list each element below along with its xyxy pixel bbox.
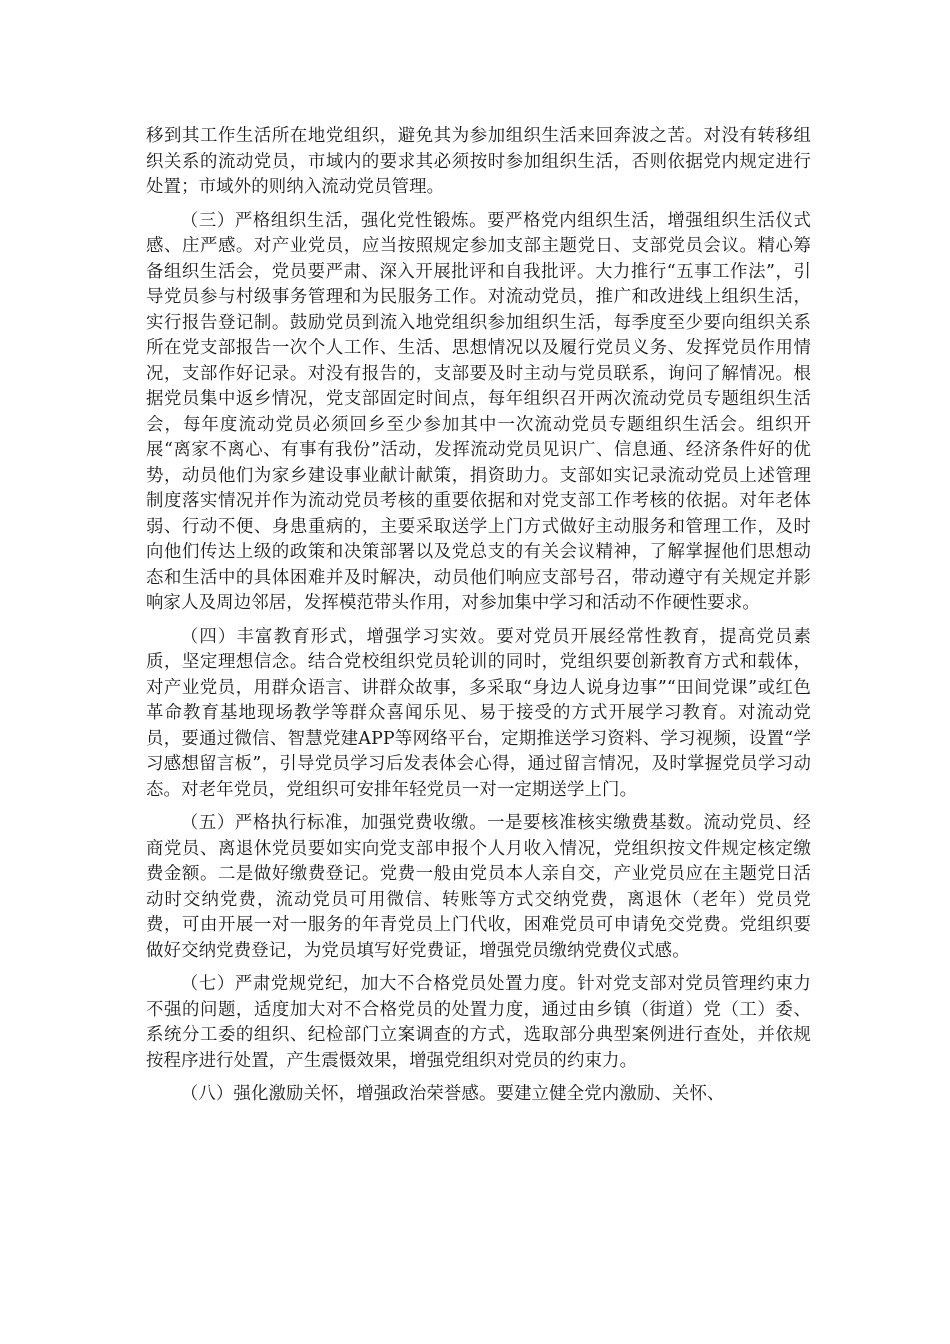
paragraph-section-4: （四）丰富教育形式，增强学习实效。要对党员开展经常性教育，提高党员素质，坚定理想信念。结合党校组织党员轮训的同时，党组织要创新教育方式和载体，对产业党员，用群众语言、讲群众故事，多采取“身边人说身边事”“田间党课”或红色革命教育基地现场教学等群众喜闻乐见、易于接受的方式开展学习教育。对流动党员，要通过微信、智慧党建APP等网络平台，定期推送学习资料、学习视频，设置“学习感想留言板”，引导党员学习后发表体会心得，通过留言情况，及时掌握党员学习动态。对老年党员，党组织可安排年轻党员一对一定期送学上门。	[146, 626, 811, 800]
document-page	[146, 124, 811, 1116]
paragraph-section-5: （五）严格执行标准，加强党费收缴。一是要核准核实缴费基数。流动党员、经商党员、离退休党员要如实向党支部申报个人月收入情况，党组织按文件规定核定缴费金额。二是做好缴费登记。党费一般由党员本人亲自交，产业党员应在主题党日活动时交纳党费，流动党员可用微信、转账等方式交纳党费，离退休（老年）党员党费，可由开展一对一服务的年青党员上门代收，困难党员可申请免交党费。党组织要做好交纳党费登记，为党员填写好党费证，增强党员缴纳党费仪式感。	[146, 813, 811, 961]
paragraph-section-7: （七）严肃党规党纪，加大不合格党员处置力度。针对党支部对党员管理约束力不强的问题，适度加大对不合格党员的处置力度，通过由乡镇（街道）党（工）委、系统分工委的组织、纪检部门立案调查的方式，选取部分典型案例进行查处，并依规按程序进行处置，产生震慑效果，增强党组织对党员的约束力。	[146, 974, 811, 1071]
paragraph-section-8: （八）强化激励关怀，增强政治荣誉感。要建立健全党内激励、关怀、	[180, 1084, 725, 1104]
paragraph-section-3: （三）严格组织生活，强化党性锻炼。要严格党内组织生活，增强组织生活仪式感、庄严感。对产业党员，应当按照规定参加支部主题党日、支部党员会议。精心筹备组织生活会，党员要严肃、深入开展批评和自我批评。大力推行“五事工作法”，引导党员参与村级事务管理和为民服务工作。对流动党员，推广和改进线上组织生活，实行报告登记制。鼓励党员到流入地党组织参加组织生活，每季度至少要向组织关系所在党支部报告一次个人工作、生活、思想情况以及履行党员义务、发挥党员作用情况，支部作好记录。对没有报告的，支部要及时主动与党员联系，询问了解情况。根据党员集中返乡情况，党支部固定时间点，每年组织召开两次流动党员专题组织生活会，每年度流动党员必须回乡至少参加其中一次流动党员专题组织生活会。组织开展“离家不离心、有事有我份”活动，发挥流动党员见识广、信息通、经济条件好的优势，动员他们为家乡建设事业献计献策，捐资助力。支部如实记录流动党员上述管理制度落实情况并作为流动党员考核的重要依据和对党支部工作考核的依据。对年老体弱、行动不便、身患重病的，主要采取送学上门方式做好主动服务和管理工作，及时向他们传达上级的政策和决策部署以及党总支的有关会议精神，了解掌握他们思想动态和生活中的具体困难并及时解决，动员他们响应支部号召，带动遵守有关规定并影响家人及周边邻居，发挥模范带头作用，对参加集中学习和活动不作硬性要求。	[146, 210, 811, 613]
paragraph-continuation: 移到其工作生活所在地党组织，避免其为参加组织生活来回奔波之苦。对没有转移组织关系的流动党员，市域内的要求其必须按时参加组织生活，否则依据党内规定进行处置；市域外的则纳入流动党员管理。	[146, 126, 811, 197]
